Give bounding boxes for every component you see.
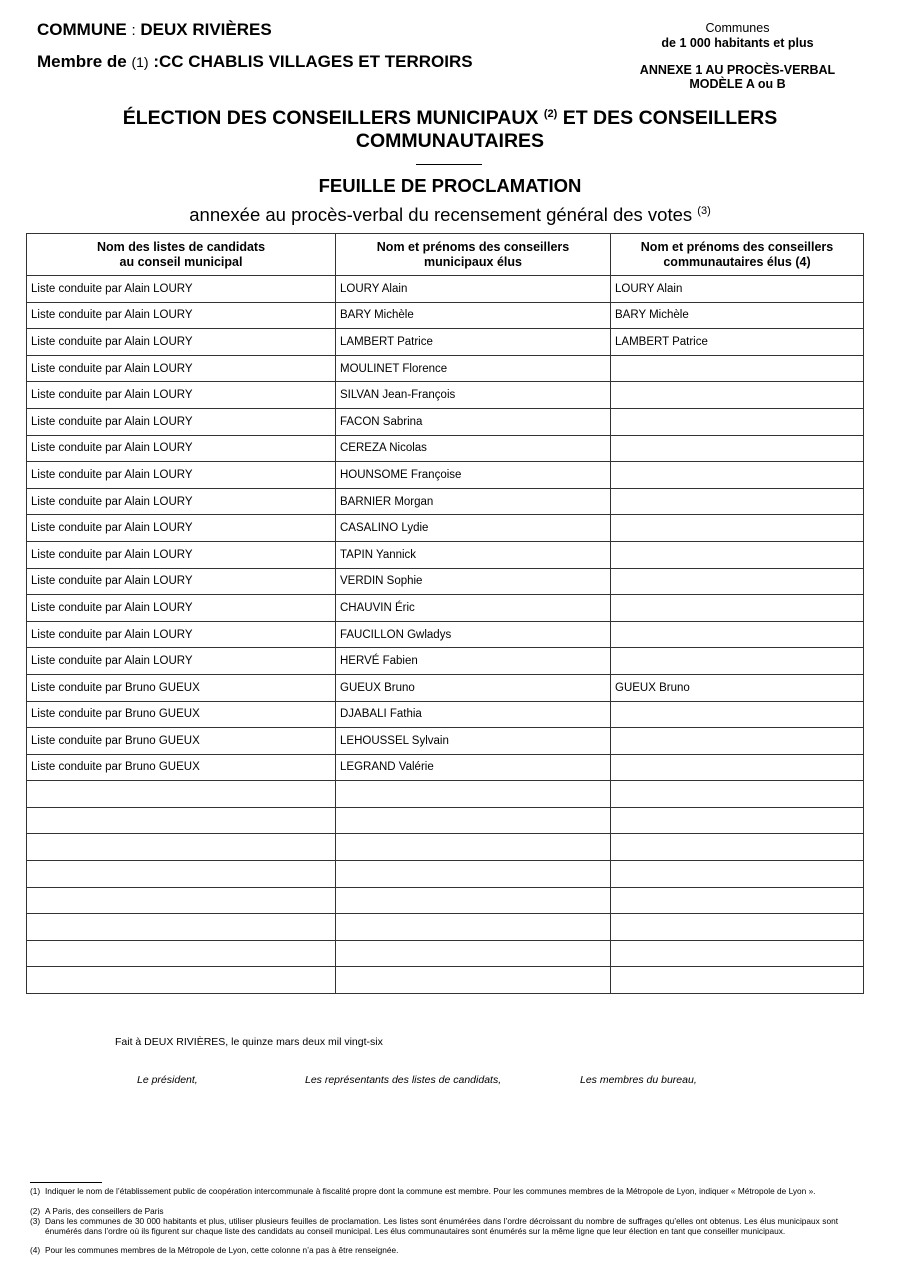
municipal-cell: FAUCILLON Gwladys (336, 621, 611, 648)
communautaire-cell (611, 435, 864, 462)
list-cell: Liste conduite par Alain LOURY (27, 568, 336, 595)
header-lists-line1: Nom des listes de candidats (96, 239, 266, 254)
communautaire-cell (611, 648, 864, 675)
municipal-cell: CEREZA Nicolas (336, 435, 611, 462)
category-line1: Communes (705, 21, 770, 35)
signature-place-date: Fait à DEUX RIVIÈRES, le quinze mars deux mil vingt-six (115, 1036, 383, 1048)
table-row (27, 541, 864, 568)
municipal-cell: LAMBERT Patrice (336, 329, 611, 356)
municipal-cell (336, 967, 611, 994)
communautaire-cell: LOURY Alain (611, 276, 864, 303)
list-cell: Liste conduite par Alain LOURY (27, 276, 336, 303)
communautaire-cell: BARY Michèle (611, 302, 864, 329)
list-cell (27, 914, 336, 941)
header-lists-line2: au conseil municipal (119, 254, 243, 269)
table-row (27, 781, 864, 808)
table-header-row (27, 234, 864, 276)
municipal-cell: BARY Michèle (336, 302, 611, 329)
footnote-2-text: A Paris, des conseillers de Paris (45, 1206, 164, 1216)
footnote-4-number: (4) (30, 1245, 41, 1255)
municipal-cell: HOUNSOME Françoise (336, 462, 611, 489)
table-row (27, 568, 864, 595)
footnote-1-text: Indiquer le nom de l’établissement public de coopération intercommunale à fiscalité propre dont la commune est membre. Pour les communes membres de la Métropole de Lyon, indiquer « Métropole de Lyon ». (45, 1186, 816, 1196)
subtitle-footnote-ref-3: (3) (697, 205, 711, 217)
table-row (27, 861, 864, 888)
list-cell: Liste conduite par Alain LOURY (27, 462, 336, 489)
table-row (27, 914, 864, 941)
table-row (27, 674, 864, 701)
table-row (27, 701, 864, 728)
communautaire-cell (611, 488, 864, 515)
table-row (27, 754, 864, 781)
header-communautaire (611, 234, 864, 276)
municipal-cell (336, 807, 611, 834)
footnote-4 (30, 1245, 838, 1255)
municipal-cell (336, 887, 611, 914)
municipal-cell: CHAUVIN Éric (336, 595, 611, 622)
list-cell: Liste conduite par Alain LOURY (27, 541, 336, 568)
communautaire-cell (611, 807, 864, 834)
footnote-3-text: Dans les communes de 30 000 habitants et plus, utiliser plusieurs feuilles de proclamation. Les listes sont énumérées dans l’ordre décroissant du nombre de suffrages qu’elles ont obtenus. Les élus municipaux sont énumérés dans l’ordre où ils figurent sur chaque liste des candidats au conseil municipal. Les élus communautaires sont énumérés sur la même ligne que leur élection en tant que conseiller municipaux. (45, 1216, 838, 1236)
commune-name: DEUX RIVIÈRES (140, 20, 272, 39)
list-cell: Liste conduite par Alain LOURY (27, 302, 336, 329)
municipal-cell: HERVÉ Fabien (336, 648, 611, 675)
municipal-cell: TAPIN Yannick (336, 541, 611, 568)
table-row (27, 834, 864, 861)
communautaire-cell (611, 515, 864, 542)
annexe-line2: MODÈLE A ou B (689, 77, 786, 91)
footnote-1 (30, 1186, 838, 1196)
footnote-2 (30, 1206, 838, 1216)
municipal-cell (336, 940, 611, 967)
header-communautaire-line1: Nom et prénoms des conseillers (640, 239, 834, 254)
table-row (27, 887, 864, 914)
municipal-cell: MOULINET Florence (336, 355, 611, 382)
title-part1: ÉLECTION DES CONSEILLERS MUNICIPAUX (122, 107, 539, 129)
municipal-cell: GUEUX Bruno (336, 674, 611, 701)
list-cell (27, 967, 336, 994)
list-cell: Liste conduite par Alain LOURY (27, 355, 336, 382)
communautaire-cell: LAMBERT Patrice (611, 329, 864, 356)
annexe-box (610, 63, 865, 91)
footnote-4-text: Pour les communes membres de la Métropole de Lyon, cette colonne n’a pas à être renseignée. (45, 1245, 399, 1255)
annexe-line1: ANNEXE 1 AU PROCÈS-VERBAL (639, 63, 836, 77)
communautaire-cell (611, 914, 864, 941)
communautaire-cell (611, 568, 864, 595)
table-row (27, 276, 864, 303)
list-cell: Liste conduite par Alain LOURY (27, 488, 336, 515)
list-cell: Liste conduite par Alain LOURY (27, 515, 336, 542)
membre-label: Membre de (37, 52, 127, 71)
membre-line (37, 52, 473, 72)
footnote-1-number: (1) (30, 1186, 41, 1196)
list-cell: Liste conduite par Alain LOURY (27, 621, 336, 648)
proclamation-table (26, 233, 864, 994)
communautaire-cell (611, 701, 864, 728)
subtitle (60, 204, 840, 226)
table-row (27, 488, 864, 515)
title-part2: ET DES CONSEILLERS (562, 107, 778, 129)
communautaire-cell (611, 382, 864, 409)
communautaire-cell (611, 754, 864, 781)
footnote-3-number: (3) (30, 1216, 41, 1226)
membre-name: CC CHABLIS VILLAGES ET TERROIRS (159, 52, 473, 71)
list-cell: Liste conduite par Alain LOURY (27, 435, 336, 462)
commune-separator: : (131, 22, 136, 39)
feuille-heading: FEUILLE DE PROCLAMATION (318, 175, 582, 196)
table-row (27, 408, 864, 435)
category-line2: de 1 000 habitants et plus (661, 36, 814, 50)
signature-bureau: Les membres du bureau, (580, 1074, 697, 1086)
list-cell: Liste conduite par Bruno GUEUX (27, 754, 336, 781)
list-cell (27, 861, 336, 888)
title-divider (416, 164, 482, 165)
communautaire-cell (611, 887, 864, 914)
municipal-cell (336, 914, 611, 941)
municipal-cell: SILVAN Jean-François (336, 382, 611, 409)
commune-line (37, 20, 272, 40)
table-row (27, 355, 864, 382)
list-cell: Liste conduite par Bruno GUEUX (27, 674, 336, 701)
table-row (27, 515, 864, 542)
table-row (27, 648, 864, 675)
communautaire-cell (611, 967, 864, 994)
page-title (60, 103, 840, 153)
list-cell: Liste conduite par Alain LOURY (27, 648, 336, 675)
membre-footnote-ref: (1) (131, 54, 149, 70)
municipal-cell (336, 861, 611, 888)
list-cell: Liste conduite par Alain LOURY (27, 595, 336, 622)
communautaire-cell (611, 834, 864, 861)
signature-president: Le président, (137, 1074, 198, 1086)
membre-separator: : (153, 52, 160, 71)
communautaire-cell: GUEUX Bruno (611, 674, 864, 701)
table-row (27, 302, 864, 329)
table-row (27, 807, 864, 834)
communautaire-cell (611, 621, 864, 648)
communautaire-cell (611, 462, 864, 489)
table-row (27, 462, 864, 489)
municipal-cell: FACON Sabrina (336, 408, 611, 435)
communautaire-cell (611, 728, 864, 755)
list-cell: Liste conduite par Alain LOURY (27, 382, 336, 409)
communautaire-cell (611, 861, 864, 888)
list-cell (27, 887, 336, 914)
table-row (27, 329, 864, 356)
commune-label: COMMUNE (37, 20, 127, 39)
list-cell: Liste conduite par Bruno GUEUX (27, 728, 336, 755)
communautaire-cell (611, 408, 864, 435)
footnote-divider (30, 1182, 102, 1183)
municipal-cell: DJABALI Fathia (336, 701, 611, 728)
table-body (27, 276, 864, 994)
category-box (610, 21, 865, 51)
municipal-cell: VERDIN Sophie (336, 568, 611, 595)
list-cell: Liste conduite par Alain LOURY (27, 329, 336, 356)
table-row (27, 621, 864, 648)
communautaire-cell (611, 781, 864, 808)
header-municipal-line1: Nom et prénoms des conseillers (376, 239, 570, 254)
list-cell: Liste conduite par Bruno GUEUX (27, 701, 336, 728)
municipal-cell: BARNIER Morgan (336, 488, 611, 515)
municipal-cell: CASALINO Lydie (336, 515, 611, 542)
header-communautaire-line2: communautaires élus (4) (663, 254, 811, 269)
communautaire-cell (611, 940, 864, 967)
title-line1 (60, 103, 840, 130)
subtitle-text: annexée au procès-verbal du recensement général des votes (189, 204, 693, 225)
municipal-cell: LEHOUSSEL Sylvain (336, 728, 611, 755)
table-row (27, 382, 864, 409)
list-cell (27, 834, 336, 861)
communautaire-cell (611, 355, 864, 382)
table-row (27, 435, 864, 462)
list-cell (27, 781, 336, 808)
table-row (27, 967, 864, 994)
title-footnote-ref-2: (2) (543, 108, 558, 120)
table-row (27, 940, 864, 967)
municipal-cell: LEGRAND Valérie (336, 754, 611, 781)
table-row (27, 595, 864, 622)
signature-representants: Les représentants des listes de candidats, (305, 1074, 502, 1086)
list-cell: Liste conduite par Alain LOURY (27, 408, 336, 435)
communautaire-cell (611, 541, 864, 568)
list-cell (27, 807, 336, 834)
footnote-2-number: (2) (30, 1206, 41, 1216)
communautaire-cell (611, 595, 864, 622)
title-line2: COMMUNAUTAIRES (355, 130, 545, 152)
list-cell (27, 940, 336, 967)
municipal-cell (336, 781, 611, 808)
header-municipal (336, 234, 611, 276)
footnote-3 (30, 1216, 838, 1236)
header-municipal-line2: municipaux élus (424, 254, 522, 269)
municipal-cell: LOURY Alain (336, 276, 611, 303)
table-row (27, 728, 864, 755)
header-lists (27, 234, 336, 276)
municipal-cell (336, 834, 611, 861)
